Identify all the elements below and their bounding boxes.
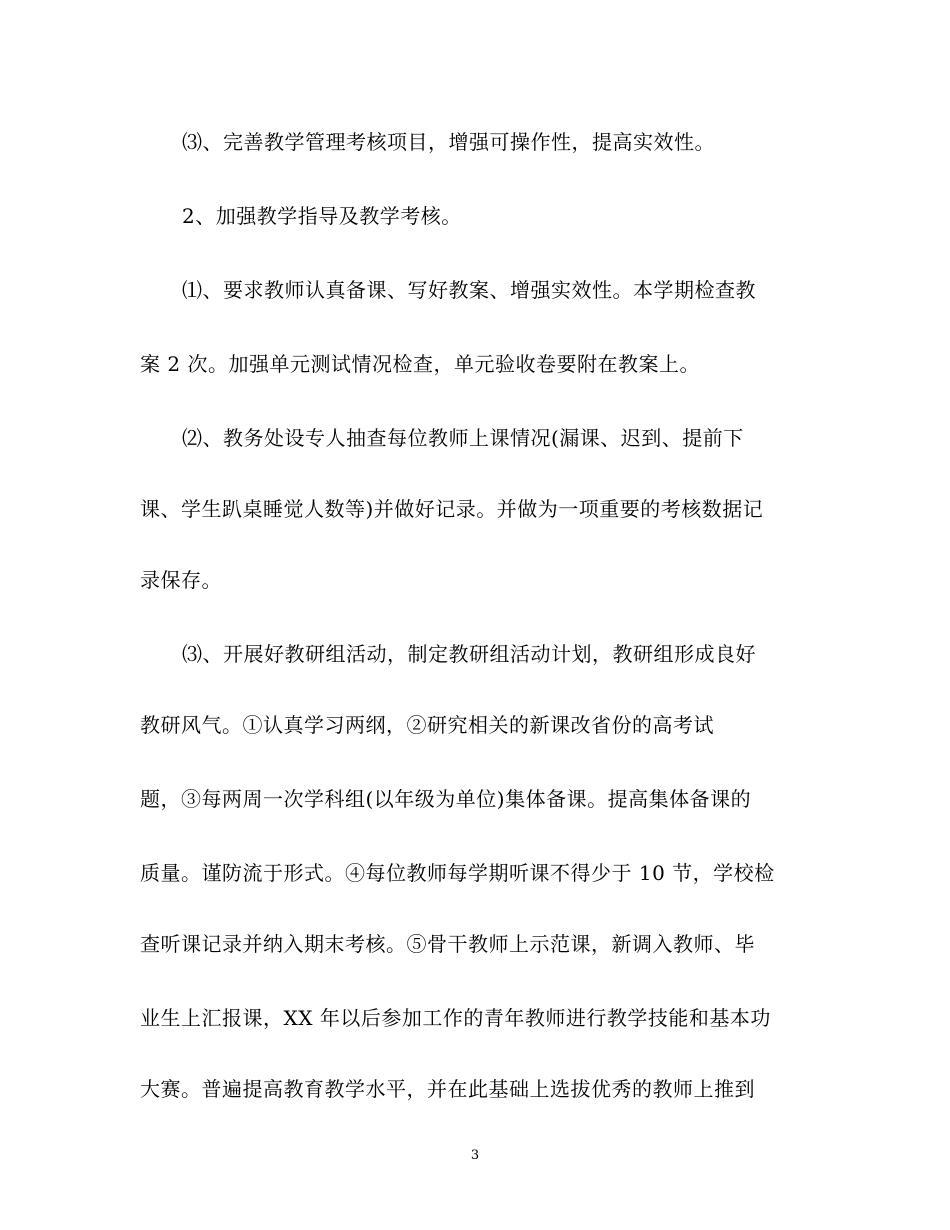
paragraph-line: ⑶、完善教学管理考核项目，增强可操作性，提高实效性。 — [182, 130, 715, 154]
paragraph-line: ⑵、教务处设专人抽查每位教师上课情况(漏课、迟到、提前下 — [182, 426, 744, 450]
page-number: 3 — [470, 1148, 480, 1163]
section-heading: 2、加强教学指导及教学考核。 — [182, 204, 462, 228]
paragraph-line: 质量。谨防流于形式。④每位教师每学期听课不得少于 10 节，学校检 — [140, 861, 775, 885]
paragraph-line: 查听课记录并纳入期末考核。⑤骨干教师上示范课，新调入教师、毕 — [140, 932, 755, 956]
paragraph-line: 业生上汇报课，XX 年以后参加工作的青年教师进行教学技能和基本功 — [140, 1006, 771, 1030]
paragraph-line: 教研风气。①认真学习两纲，②研究相关的新课改省份的高考试 — [140, 713, 714, 737]
paragraph-line: ⑴、要求教师认真备课、写好教案、增强实效性。本学期检查教 — [182, 278, 756, 302]
paragraph-line: 课、学生趴桌睡觉人数等)并做好记录。并做为一项重要的考核数据记 — [140, 497, 764, 521]
paragraph-line: 题，③每两周一次学科组(以年级为单位)集体备课。提高集体备课的 — [140, 787, 752, 811]
paragraph-line: 大赛。普遍提高教育教学水平，并在此基础上选拔优秀的教师上推到 — [140, 1077, 755, 1101]
paragraph-line: 录保存。 — [140, 568, 222, 592]
paragraph-line: ⑶、开展好教研组活动，制定教研组活动计划，教研组形成良好 — [182, 642, 756, 666]
paragraph-line: 案 2 次。加强单元测试情况检查，单元验收卷要附在教案上。 — [140, 352, 700, 376]
